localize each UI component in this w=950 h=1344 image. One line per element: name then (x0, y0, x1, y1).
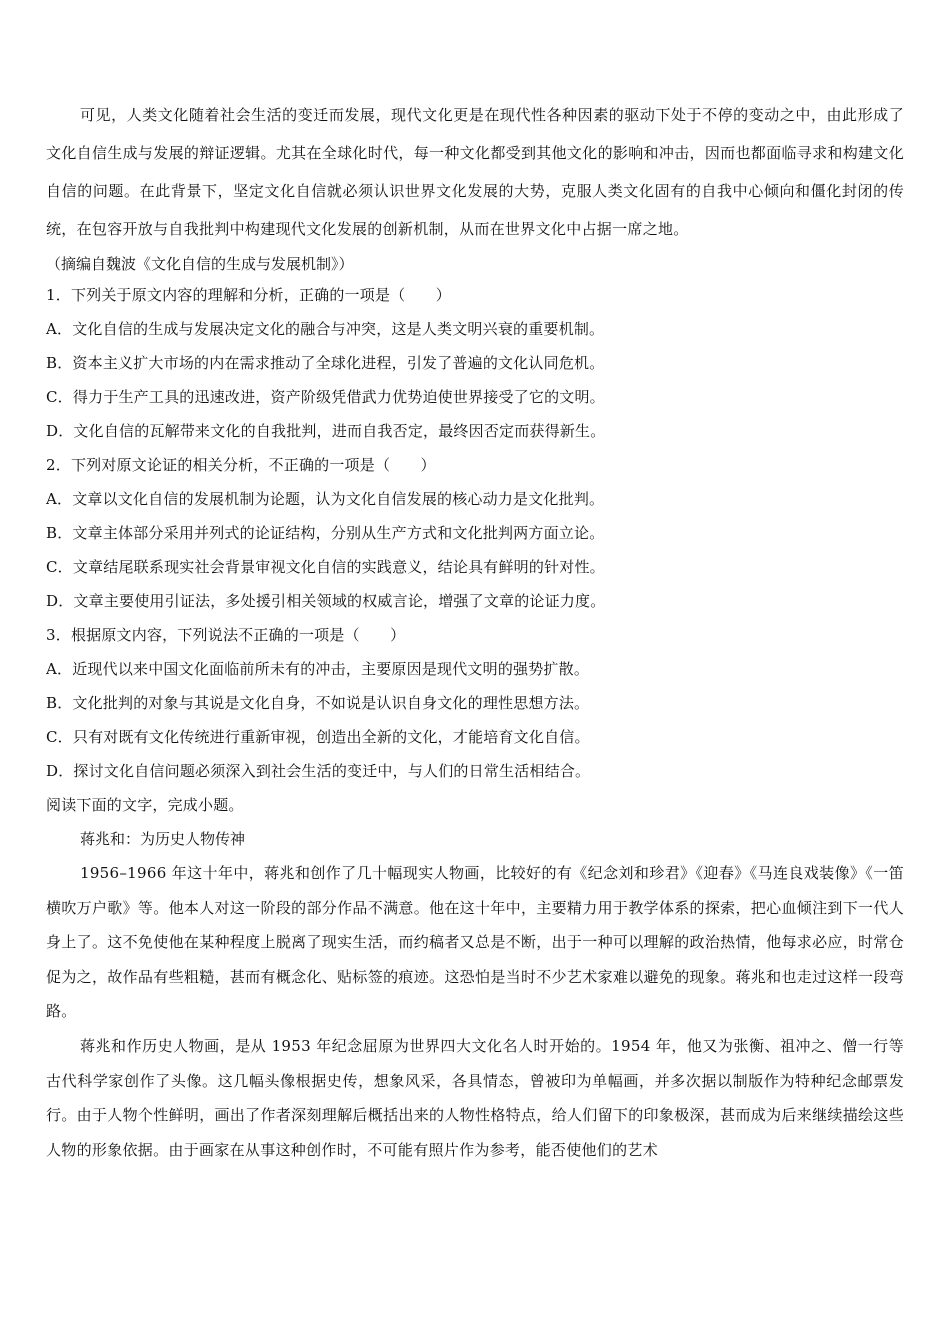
question-1 (46, 278, 904, 448)
question-2-option-c: C．文章结尾联系现实社会背景审视文化自信的实践意义，结论具有鲜明的针对性。 (46, 558, 605, 576)
question-3-stem: 3．根据原文内容，下列说法不正确的一项是（ ） (46, 626, 406, 644)
document-page (46, 96, 904, 1167)
passage1-paragraph: 可见，人类文化随着社会生活的变迁而发展，现代文化更是在现代性各种因素的驱动下处于不停的变动之中，由此形成了文化自信生成与发展的辩证逻辑。尤其在全球化时代，每一种文化都受到其他文化的影响和冲击，因而也都面临寻求和构建文化自信的问题。在此背景下，坚定文化自信就必须认识世界文化发展的大势，克服人类文化固有的自我中心倾向和僵化封闭的传统，在包容开放与自我批判中构建现代文化发展的创新机制，从而在世界文化中占据一席之地。 (46, 106, 904, 238)
question-1-stem: 1．下列关于原文内容的理解和分析，正确的一项是（ ） (46, 286, 451, 304)
question-2-option-d: D．文章主要使用引证法，多处援引相关领域的权威言论，增强了文章的论证力度。 (46, 592, 606, 610)
question-2-option-b: B．文章主体部分采用并列式的论证结构，分别从生产方式和文化批判两方面立论。 (46, 524, 605, 542)
passage2-paragraph-2: 蒋兆和作历史人物画，是从 1953 年纪念屈原为世界四大文化名人时开始的。1954 年，他又为张衡、祖冲之、僧一行等古代科学家创作了头像。这几幅头像根据史传，想象风采，各具情态，曾被印为单幅画，并多次据以制版作为特种纪念邮票发行。由于人物个性鲜明，画出了作者深刻理解后概括出来的人物性格特点，给人们留下的印象极深，甚而成为后来继续描绘这些人物的形象依据。由于画家在从事这种创作时，不可能有照片作为参考，能否使他们的艺术 (46, 1036, 904, 1159)
passage2-paragraph-1: 1956–1966 年这十年中，蒋兆和创作了几十幅现实人物画，比较好的有《纪念刘和珍君》《迎春》《马连良戏装像》《一笛横吹万户歌》等。他本人对这一阶段的部分作品不满意。他在这十年中，主要精力用于教学体系的探索，把心血倾注到下一代人身上了。这不免使他在某种程度上脱离了现实生活，而约稿者又总是不断，出于一种可以理解的政治热情，他每求必应，时常仓促为之，故作品有些粗糙，甚而有概念化、贴标签的痕迹。这恐怕是当时不少艺术家难以避免的现象。蒋兆和也走过这样一段弯路。 (46, 864, 904, 1021)
reading-instruction: 阅读下面的文字，完成小题。 (46, 796, 244, 814)
question-1-option-c: C．得力于生产工具的迅速改进，资产阶级凭借武力优势迫使世界接受了它的文明。 (46, 388, 605, 406)
question-1-option-b: B．资本主义扩大市场的内在需求推动了全球化进程，引发了普遍的文化认同危机。 (46, 354, 605, 372)
question-2 (46, 448, 904, 618)
question-3-option-b: B．文化批判的对象与其说是文化自身，不如说是认识自身文化的理性思想方法。 (46, 694, 590, 712)
question-2-stem: 2．下列对原文论证的相关分析，不正确的一项是（ ） (46, 456, 436, 474)
question-1-option-a: A．文化自信的生成与发展决定文化的融合与冲突，这是人类文明兴衰的重要机制。 (46, 320, 605, 338)
question-3-option-d: D．探讨文化自信问题必须深入到社会生活的变迁中，与人们的日常生活相结合。 (46, 762, 591, 780)
question-2-option-a: A．文章以文化自信的发展机制为论题，认为文化自信发展的核心动力是文化批判。 (46, 490, 605, 508)
question-3 (46, 618, 904, 788)
question-1-option-d: D．文化自信的瓦解带来文化的自我批判，进而自我否定，最终因否定而获得新生。 (46, 422, 606, 440)
question-3-option-a: A．近现代以来中国文化面临前所未有的冲击，主要原因是现代文明的强势扩散。 (46, 660, 590, 678)
passage1-source: （摘编自魏波《文化自信的生成与发展机制》） (46, 255, 354, 273)
question-3-option-c: C．只有对既有文化传统进行重新审视，创造出全新的文化，才能培育文化自信。 (46, 728, 590, 746)
passage2-title: 蒋兆和：为历史人物传神 (80, 830, 246, 848)
